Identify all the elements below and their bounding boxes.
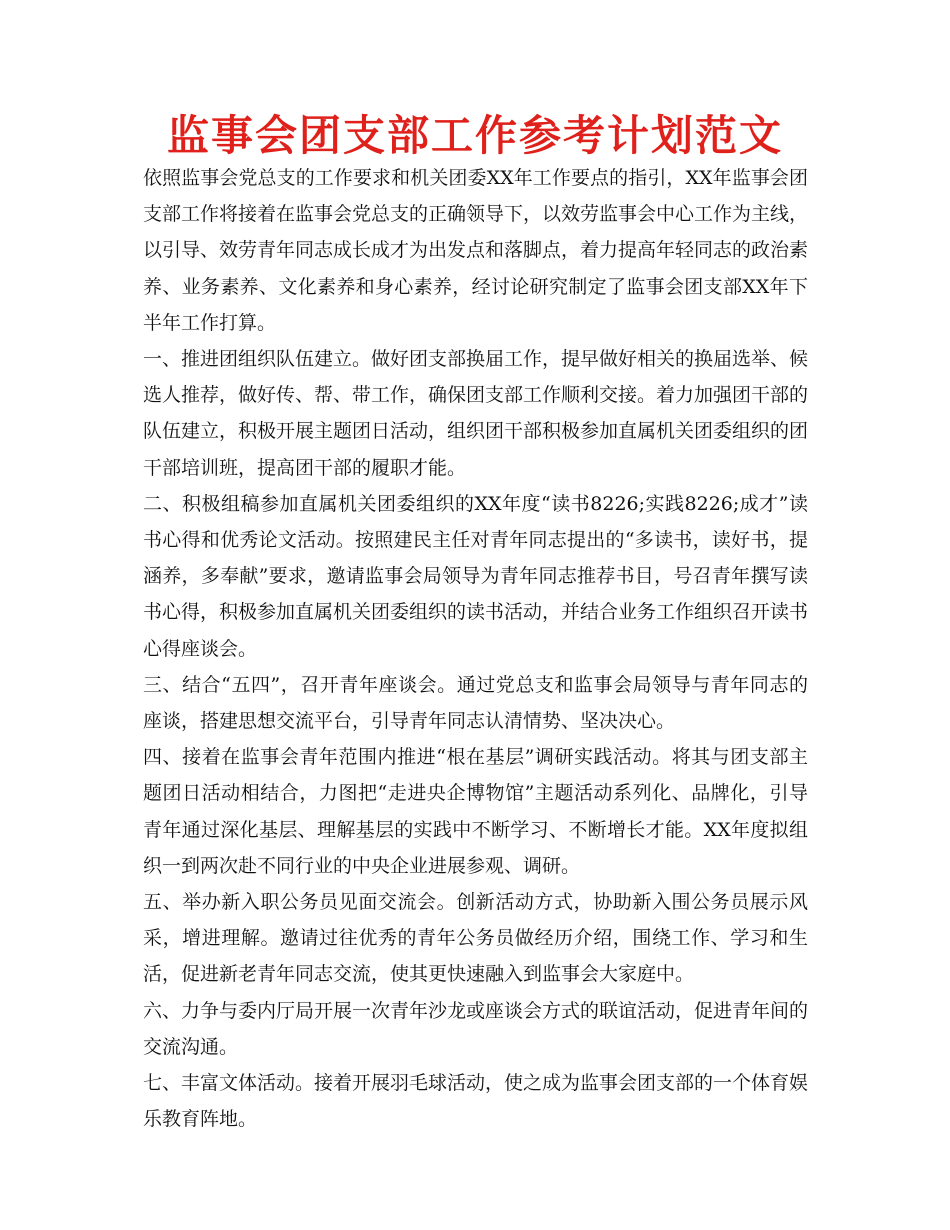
paragraph-item-4: 四、接着在监事会青年范围内推进“根在基层”调研实践活动。将其与团支部主题团日活动相结合，力图把“走进央企博物馆”主题活动系列化、品牌化，引导青年通过深化基层、理解基层的实践中不断学习、不断增长才能。XX年度拟组织一到两次赴不同行业的中央企业进展参观、调研。 xyxy=(143,746,808,877)
paragraph-item-2: 二、积极组稿参加直属机关团委组织的XX年度“读书8226;实践8226;成才”读书心得和优秀论文活动。按照建民主任对青年同志提出的“多读书，读好书，提涵养，多奉献”要求，邀请监事会局领导为青年同志推荐书目，号召青年撰写读书心得，积极参加直属机关团委组织的读书活动，并结合业务工作组织召开读书心得座谈会。 xyxy=(143,492,809,660)
document-body xyxy=(143,160,808,1137)
document-title: 监事会团支部工作参考计划范文 xyxy=(166,111,783,160)
paragraph-item-7: 七、丰富文体活动。接着开展羽毛球活动，使之成为监事会团支部的一个体育娱乐教育阵地。 xyxy=(143,1072,809,1131)
paragraph-item-5: 五、举办新入职公务员见面交流会。创新活动方式，协助新入围公务员展示风采，增进理解。邀请过往优秀的青年公务员做经历介绍，围绕工作、学习和生活，促进新老青年同志交流，使其更快速融入到监事会大家庭中。 xyxy=(143,891,808,986)
paragraph-item-3: 三、结合“五四”，召开青年座谈会。通过党总支和监事会局领导与青年同志的座谈，搭建思想交流平台，引导青年同志认清情势、坚决决心。 xyxy=(143,673,808,733)
paragraph-item-6: 六、力争与委内厅局开展一次青年沙龙或座谈会方式的联谊活动，促进青年间的交流沟通。 xyxy=(143,999,809,1058)
paragraph-item-1: 一、推进团组织队伍建立。做好团支部换届工作，提早做好相关的换届选举、候选人推荐，做好传、帮、带工作，确保团支部工作顺利交接。着力加强团干部的队伍建立，积极开展主题团日活动，组织团干部积极参加直属机关团委组织的团干部培训班，提高团干部的履职才能。 xyxy=(143,348,809,479)
intro-paragraph: 依照监事会党总支的工作要求和机关团委XX年工作要点的指引，XX年监事会团支部工作将接着在监事会党总支的正确领导下，以效劳监事会中心工作为主线，以引导、效劳青年同志成长成才为出发点和落脚点，着力提高年轻同志的政治素养、业务素养、文化素养和身心素养，经讨论研究制定了监事会团支部XX年下半年工作打算。 xyxy=(143,167,809,334)
